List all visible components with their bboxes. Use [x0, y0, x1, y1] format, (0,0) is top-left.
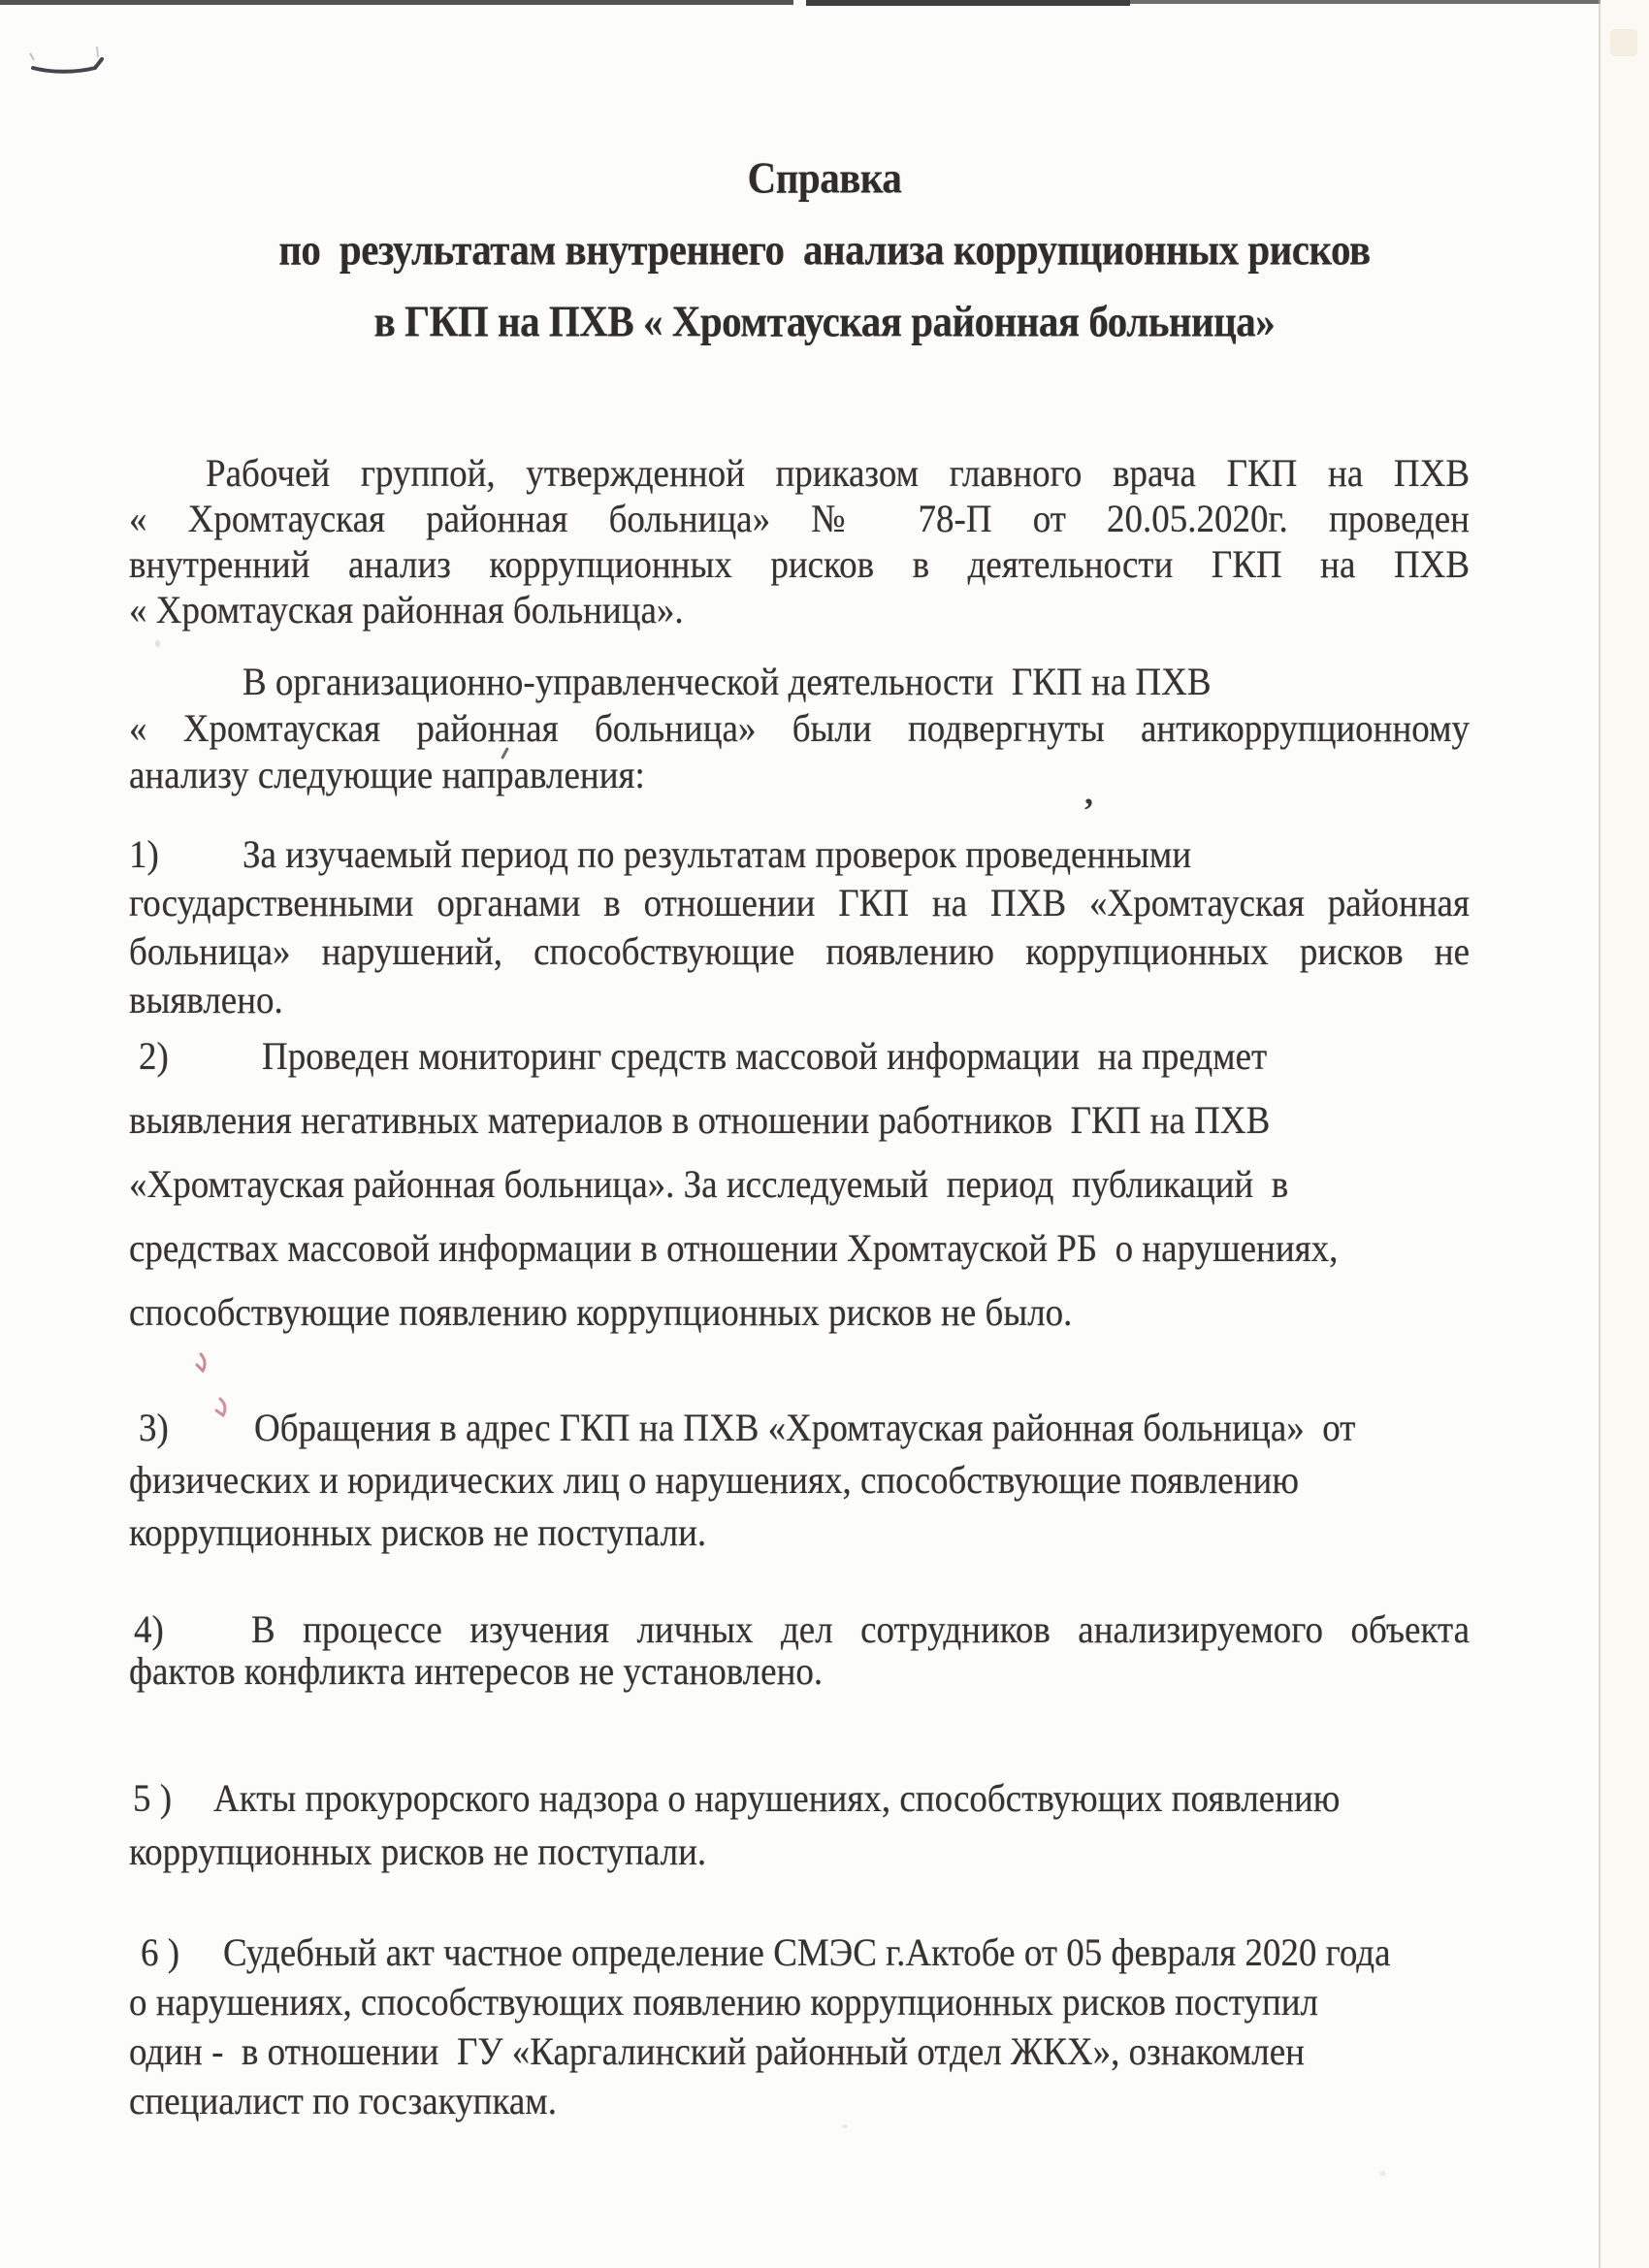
paragraph-intro [129, 451, 1470, 633]
text-line-content: « Хромтауская районная больница» № 78-П от 20.05.2020г. проведен [129, 497, 1470, 542]
text-line-content: Судебный акт частное определение СМЭС г.Актобе от 05 февраля 2020 года [223, 1930, 1391, 1976]
text-line-content: выявления негативных материалов в отношении работников ГКП на ПХВ [129, 1098, 1271, 1143]
document-body [129, 357, 1470, 2126]
text-line-content: коррупционных рисков не поступали. [129, 1510, 707, 1555]
paragraph-item-5 [129, 1772, 1470, 1879]
document-title [0, 142, 1649, 357]
text-line [129, 704, 1470, 756]
text-line-content: специалист по госзакупкам. [129, 2079, 557, 2124]
text-line-content: больница» нарушений, способствующие появлению коррупционных рисков не [129, 929, 1470, 974]
text-line-content: государственными органами в отношении ГКП на ПХВ «Хромтауская районная [129, 881, 1470, 925]
text-line-content: коррупционных рисков не поступали. [129, 1830, 707, 1875]
text-line [129, 1086, 1470, 1157]
paragraph-item-2 [129, 1025, 1470, 1345]
text-line [129, 1975, 1470, 2029]
list-number: 6 ) [141, 1930, 180, 1976]
text-line [129, 540, 1470, 591]
text-line [129, 1649, 1470, 1695]
text-line [129, 878, 1470, 931]
text-line-content: В организационно-управленческой деятельности ГКП на ПХВ [242, 660, 1212, 704]
scan-top-edge-right [1130, 0, 1649, 4]
text-line [129, 751, 1470, 802]
text-line [129, 1607, 1470, 1653]
text-line [129, 1022, 1470, 1093]
list-number: 1) [129, 832, 159, 877]
text-line-content: В процессе изучения личных дел сотрудников анализируемого объекта [251, 1607, 1470, 1653]
text-line [129, 1215, 1470, 1285]
text-line-content: За изучаемый период по результатам проверок проведенными [242, 832, 1192, 877]
scan-top-edge-middle [806, 0, 1130, 6]
text-line [129, 926, 1470, 980]
text-line [129, 1505, 1470, 1562]
text-line-content: Обращения в адрес ГКП на ПХВ «Хромтауская районная больница» от [254, 1406, 1356, 1450]
text-line [129, 2074, 1470, 2128]
list-number: 5 ) [133, 1776, 173, 1822]
paragraph-directions-intro [129, 660, 1470, 799]
text-line [129, 975, 1470, 1028]
scan-right-patch [1610, 29, 1637, 56]
text-line-content: о нарушениях, способствующих появлению коррупционных рисков поступил [129, 1980, 1319, 2025]
text-line-content: внутренний анализ коррупционных рисков в деятельности ГКП на ПХВ [129, 542, 1470, 588]
text-line [129, 1769, 1470, 1829]
title-line-2: по результатам внутреннего анализа коррупционных рисков [278, 224, 1371, 275]
text-line [129, 1279, 1470, 1349]
text-line [129, 1926, 1470, 1980]
scan-top-edge-left [0, 0, 793, 5]
paragraph-item-3 [129, 1403, 1470, 1560]
text-line-content: физических и юридических лиц о нарушениях, способствующие появлению [129, 1458, 1299, 1503]
title-line-1: Справка [747, 152, 902, 203]
text-line-content: « Хромтауская районная больница» были подвергнуты антикоррупционному [129, 706, 1470, 751]
text-line [129, 1400, 1470, 1457]
text-line [129, 495, 1470, 545]
list-number: 2) [139, 1034, 169, 1079]
text-line [129, 449, 1470, 500]
paragraph-item-1 [129, 831, 1470, 1025]
handwritten-dash-mark [23, 37, 120, 85]
text-line [129, 658, 1470, 709]
list-number: 3) [139, 1406, 169, 1450]
text-line-content: «Хромтауская районная больница». За исследуемый период публикаций в [129, 1162, 1289, 1207]
paragraph-item-6 [129, 1928, 1470, 2126]
text-line-content: выявлено. [129, 978, 283, 1022]
text-line-content: Акты прокурорского надзора о нарушениях, способствующих появлению [213, 1776, 1341, 1822]
text-line-content: « Хромтауская районная больница». [129, 588, 684, 633]
text-line [129, 1452, 1470, 1509]
text-line [129, 1150, 1470, 1221]
text-line [129, 829, 1470, 883]
text-line-content: один - в отношении ГУ «Каргалинский районный отдел ЖКХ», ознакомлен [129, 2029, 1305, 2075]
text-line [129, 586, 1470, 636]
text-line-content: анализу следующие направления: [129, 753, 645, 797]
text-line-content: Рабочей группой, утвержденной приказом главного врача ГКП на ПХВ [206, 451, 1470, 497]
text-line-content: фактов конфликта интересов не установлено. [129, 1649, 824, 1695]
scan-speck [1379, 2171, 1386, 2176]
text-line-content: способствующие появлению коррупционных рисков не было. [129, 1290, 1073, 1335]
text-line [129, 1823, 1470, 1882]
text-line-content: средствах массовой информации в отношении Хромтауской РБ о нарушениях, [129, 1226, 1339, 1271]
text-line-content: Проведен мониторинг средств массовой информации на предмет [262, 1034, 1268, 1079]
text-line [129, 2025, 1470, 2079]
list-number: 4) [134, 1607, 164, 1653]
stray-comma-artifact: , [1084, 773, 1093, 812]
title-line-3: в ГКП на ПХВ « Хромтауская районная больница» [373, 296, 1276, 346]
paragraph-item-4 [129, 1609, 1470, 1693]
